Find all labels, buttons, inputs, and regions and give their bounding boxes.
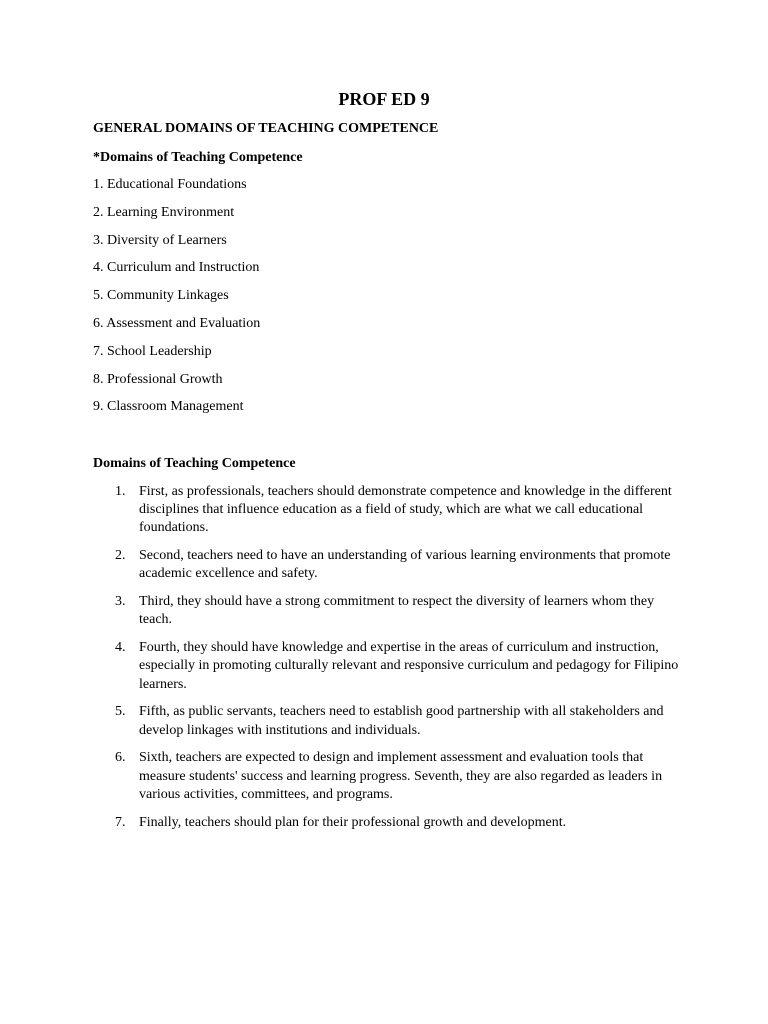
list-item: 4. Curriculum and Instruction — [93, 260, 260, 276]
item-text: Fourth, they should have knowledge and expertise in the areas of curriculum and instruction, especially in promoting culturally relevant and responsive curriculum and pedagogy for Filipino learners. — [139, 640, 679, 692]
list-item: 9. Classroom Management — [93, 399, 244, 415]
item-text: Fifth, as public servants, teachers need to establish good partnership with all stakeholders and develop linkages with institutions and individuals. — [139, 704, 664, 738]
item-text: Third, they should have a strong commitment to respect the diversity of learners whom they teach. — [139, 594, 655, 628]
section-title: Domains of Teaching Competence — [93, 456, 296, 471]
numbered-item — [93, 483, 683, 538]
main-heading: GENERAL DOMAINS OF TEACHING COMPETENCE — [93, 121, 439, 136]
list-item: 7. School Leadership — [93, 343, 212, 359]
list-item: 1. Educational Foundations — [93, 177, 247, 192]
item-text: Sixth, teachers are expected to design and implement assessment and evaluation tools that measure students' success and learning progress. Seventh, they are also regarded as leaders in various activities, committees, and programs. — [139, 750, 663, 802]
document-title: PROF ED 9 — [338, 89, 430, 109]
item-text: Finally, teachers should plan for their professional growth and development. — [139, 814, 567, 830]
numbered-item — [93, 593, 683, 629]
item-number: 3. — [115, 594, 126, 610]
domains-list — [93, 176, 260, 426]
item-number: 5. — [115, 704, 126, 720]
numbered-item — [93, 703, 683, 739]
numbered-list — [93, 483, 683, 841]
item-number: 4. — [115, 640, 126, 656]
numbered-item — [93, 639, 683, 694]
list-item: 8. Professional Growth — [93, 371, 223, 387]
item-number: 2. — [115, 548, 126, 564]
domains-subheading: *Domains of Teaching Competence — [93, 150, 303, 165]
numbered-item — [93, 814, 683, 832]
item-number: 6. — [115, 750, 126, 766]
item-number: 7. — [115, 814, 126, 830]
item-number: 1. — [115, 484, 126, 499]
numbered-item — [93, 547, 683, 583]
list-item: 2. Learning Environment — [93, 204, 235, 220]
list-item: 6. Assessment and Evaluation — [93, 315, 261, 331]
numbered-item — [93, 749, 683, 804]
item-text: Second, teachers need to have an understanding of various learning environments that promote academic excellence and safety. — [139, 548, 671, 582]
list-item: 3. Diversity of Learners — [93, 232, 227, 248]
item-text: First, as professionals, teachers should demonstrate competence and knowledge in the different disciplines that influence education as a field of study, which are what we call educational foundations. — [139, 484, 672, 536]
list-item: 5. Community Linkages — [93, 288, 229, 304]
